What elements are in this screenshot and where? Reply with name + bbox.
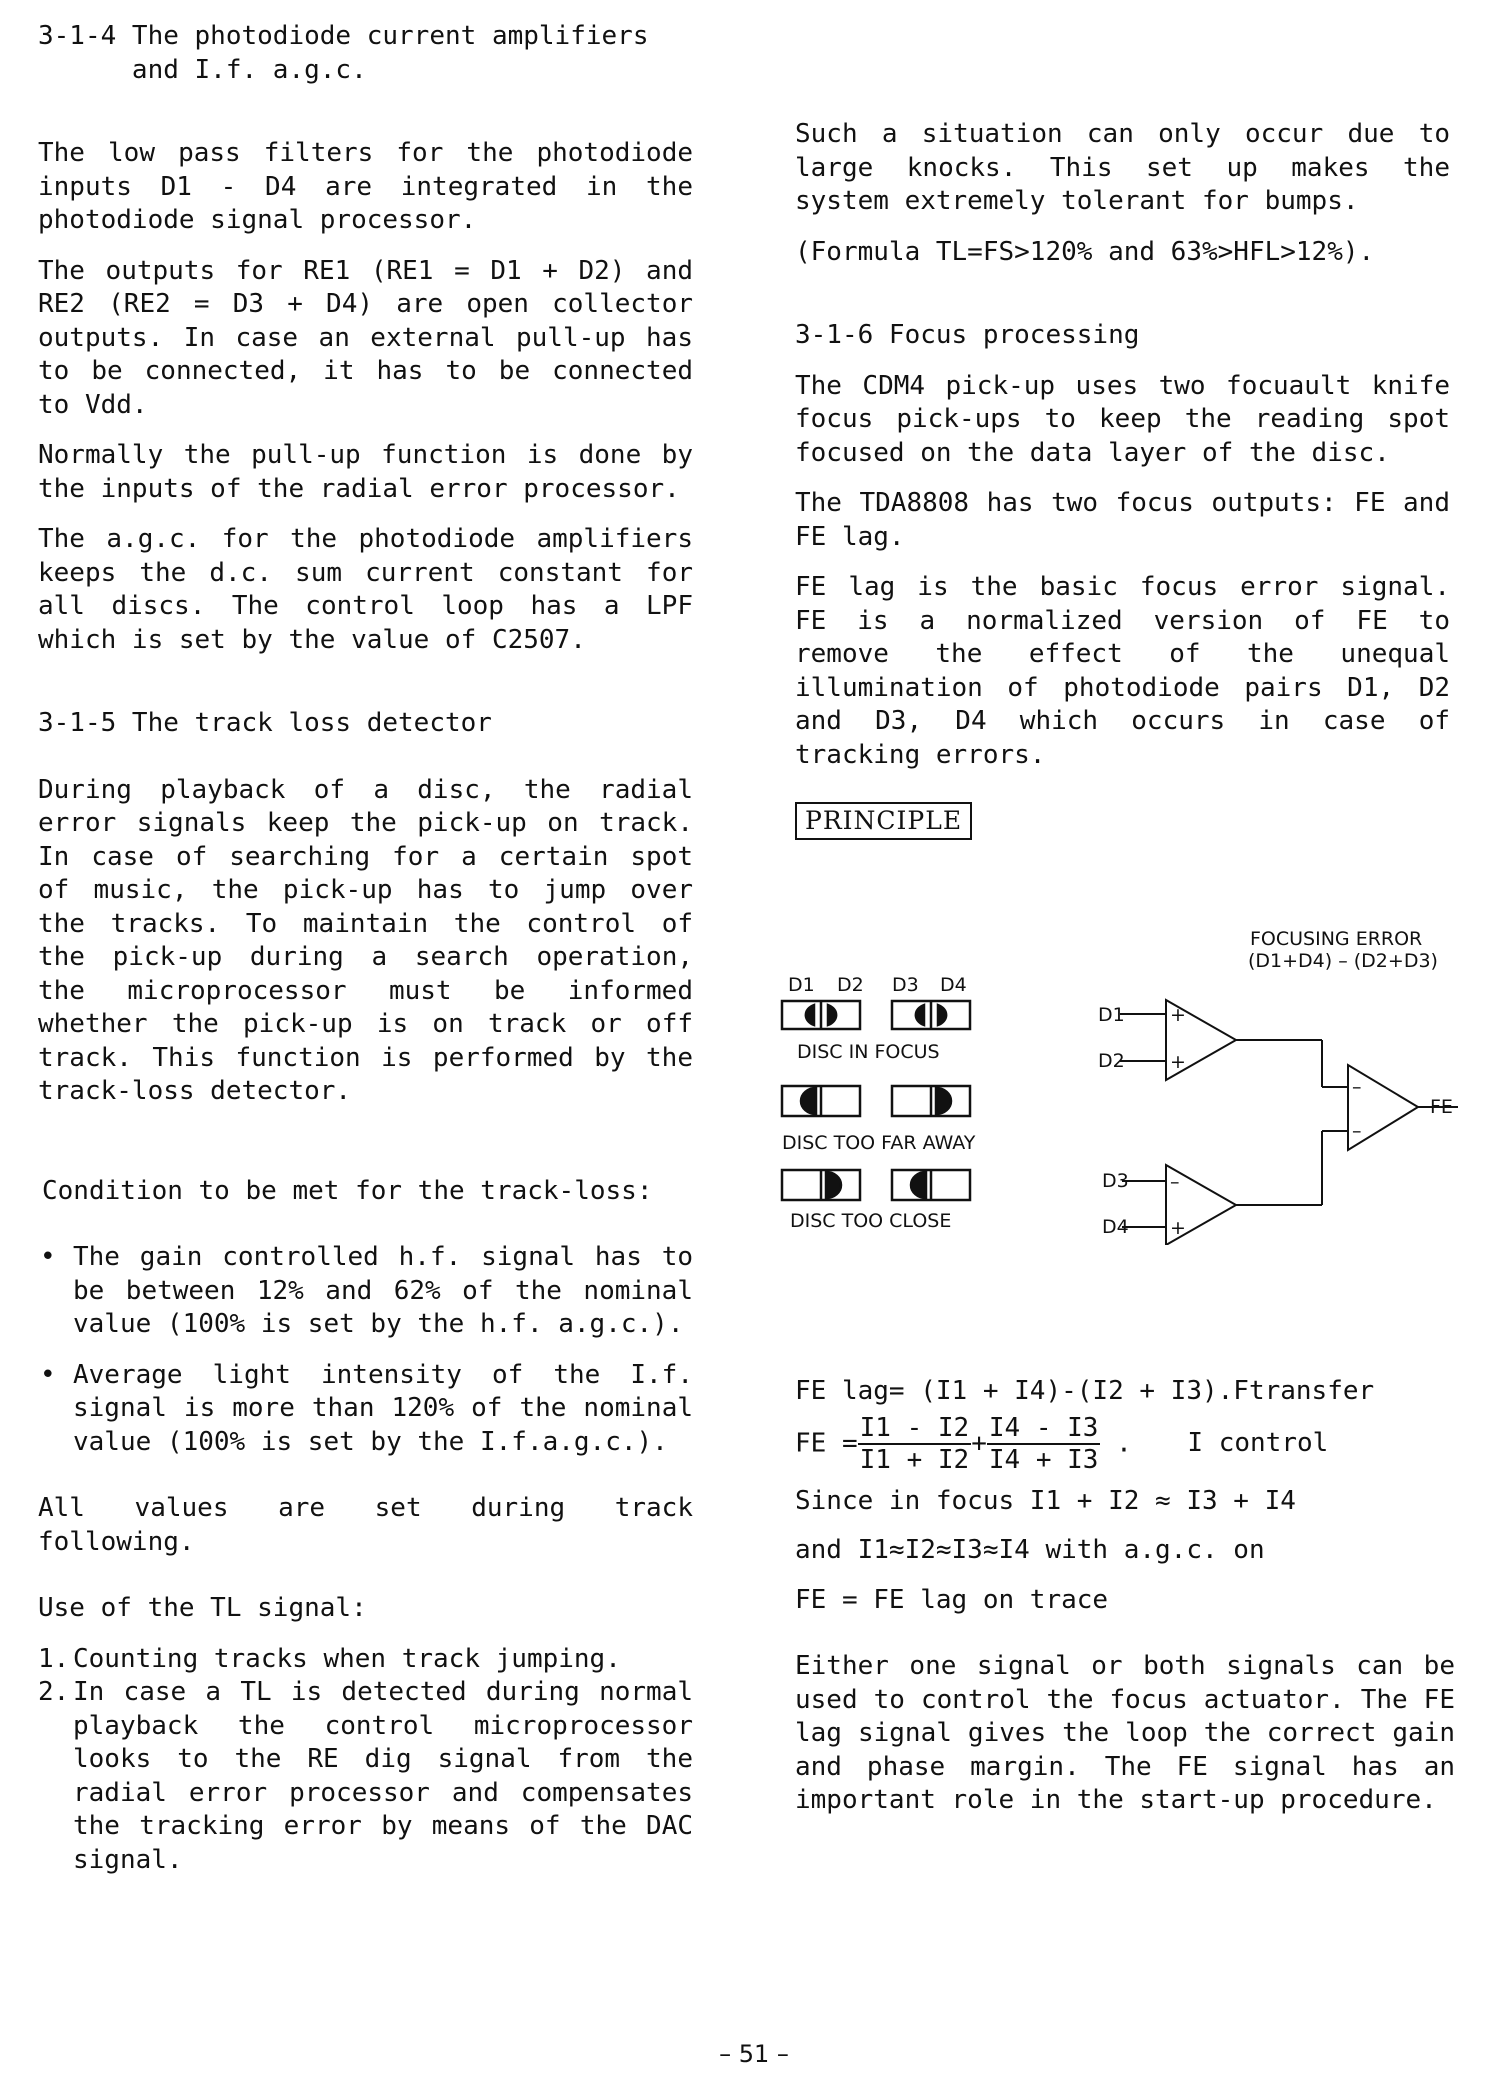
paragraph-low-pass-filters: The low pass filters for the photodiode inputs D1 - D4 are integrated in the photodiode signal processor. bbox=[38, 138, 693, 235]
label-disc-in-focus: DISC IN FOCUS bbox=[797, 1041, 940, 1063]
focusing-error-title: FOCUSING ERROR bbox=[1250, 928, 1423, 950]
amp1-plus-sign: + bbox=[1170, 1004, 1186, 1026]
paragraph-fe-lag: FE lag is the basic focus error signal. FE is a normalized version of FE to remove the effect of the unequal illumination of photodiode pairs D1, D2 and D3, D4 which occurs in case of tracking errors. bbox=[795, 572, 1450, 770]
amp-input-d4: D4 bbox=[1102, 1216, 1129, 1238]
focus-principle-diagram bbox=[770, 925, 1470, 1245]
bullet-text: Average light intensity of the I.f. signal is more than 120% of the nominal value (100% is set by the I.f.a.g.c.). bbox=[73, 1359, 693, 1457]
numbered-text: In case a TL is detected during normal playback the control microprocessor looks to the RE dig signal from the radial error processor and compensates the tracking error by means of the DAC signal. bbox=[73, 1677, 693, 1875]
principle-label-wrap bbox=[795, 802, 1450, 840]
photodiode-pair-in-focus bbox=[782, 1001, 970, 1029]
photodiode-label-d4: D4 bbox=[940, 974, 967, 996]
principle-label: PRINCIPLE bbox=[795, 802, 972, 840]
number-marker: 2. bbox=[38, 1677, 70, 1707]
equation-fe-lag: FE lag= (I1 + I4)-(I2 + I3).Ftransfer bbox=[795, 1376, 1375, 1406]
fraction-2-denominator: I4 + I3 bbox=[988, 1444, 1099, 1475]
fraction-1-numerator: I1 - I2 bbox=[859, 1412, 970, 1443]
amp3-minus-sign: – bbox=[1352, 1120, 1362, 1142]
bullet-text: The gain controlled h.f. signal has to be between 12% and 62% of the nominal value (100% is set by the h.f. a.g.c.). bbox=[73, 1242, 693, 1339]
fraction-2 bbox=[987, 1413, 1101, 1475]
paragraph-playback: During playback of a disc, the radial error signals keep the pick-up on track. In case of searching for a certain spot of music, the pick-up has to jump over the tracks. To maintain the control of the pick-up during a search operation, the microprocessor must be informed whether the pick-up is on track or off track. This function is performed by the track-loss detector. bbox=[38, 774, 693, 1106]
number-marker: 1. bbox=[38, 1643, 70, 1674]
fraction-1 bbox=[858, 1413, 972, 1475]
condition-heading: Condition to be met for the track-loss: bbox=[42, 1175, 653, 1206]
fraction-2-numerator: I4 - I3 bbox=[988, 1412, 1099, 1443]
focusing-error-formula: (D1+D4) – (D2+D3) bbox=[1248, 950, 1438, 972]
amp-input-d3: D3 bbox=[1102, 1170, 1129, 1192]
photodiode-label-d1: D1 bbox=[788, 974, 815, 996]
bullet-marker: • bbox=[40, 1242, 56, 1272]
page-number: – 51 – bbox=[719, 2040, 789, 2068]
equation-fe-on-trace: FE = FE lag on trace bbox=[795, 1584, 1109, 1615]
amplifier-network bbox=[1120, 1000, 1458, 1245]
equation-plus: + bbox=[971, 1428, 987, 1458]
photodiode-pair-too-far bbox=[782, 1086, 970, 1116]
paragraph-outputs-re: The outputs for RE1 (RE1 = D1 + D2) and RE2 (RE2 = D3 + D4) are open collector outputs. In case an external pull-up has to be connected, it has to be connected to Vdd. bbox=[38, 255, 693, 420]
amp2-minus-sign: – bbox=[1170, 1171, 1180, 1193]
equation-agc-on: and I1≈I2≈I3≈I4 with a.g.c. on bbox=[795, 1535, 1265, 1565]
paragraph-agc: The a.g.c. for the photodiode amplifiers keeps the d.c. sum current constant for all discs. The control loop has a LPF which is set by the value of C2507. bbox=[38, 524, 693, 655]
bullet-item-light bbox=[38, 1359, 693, 1460]
bullet-marker: • bbox=[40, 1359, 56, 1390]
numbered-item-1 bbox=[38, 1643, 693, 1677]
section-3-1-4-title: 3-1-4 The photodiode current amplifiers and I.f. a.g.c. bbox=[38, 21, 649, 85]
equation-fe-rhs: I control bbox=[1187, 1428, 1329, 1458]
paragraph-situation: Such a situation can only occur due to large knocks. This set up makes the system extremely tolerant for bumps. bbox=[795, 119, 1450, 216]
bullet-item-gain bbox=[38, 1241, 693, 1342]
amp-output-fe: FE bbox=[1430, 1096, 1453, 1118]
section-3-1-6-title: 3-1-6 Focus processing bbox=[795, 320, 1140, 350]
amp3-minus-sign: – bbox=[1352, 1076, 1362, 1098]
paragraph-all-values: All values are set during track following. bbox=[38, 1493, 693, 1557]
numbered-item-2 bbox=[38, 1676, 693, 1877]
equation-since-in-focus: Since in focus I1 + I2 ≈ I3 + I4 bbox=[795, 1485, 1296, 1516]
amp1-plus-sign: + bbox=[1170, 1051, 1186, 1073]
left-column bbox=[38, 20, 693, 1877]
paragraph-pull-up: Normally the pull-up function is done by the inputs of the radial error processor. bbox=[38, 440, 693, 504]
numbered-text: Counting tracks when track jumping. bbox=[73, 1643, 621, 1674]
label-disc-too-far: DISC TOO FAR AWAY bbox=[782, 1132, 976, 1154]
amp-input-d1: D1 bbox=[1098, 1004, 1125, 1026]
amp2-plus-sign: + bbox=[1170, 1217, 1186, 1239]
right-column bbox=[795, 118, 1450, 840]
equation-fe-lhs: FE = bbox=[795, 1428, 858, 1458]
fraction-1-denominator: I1 + I2 bbox=[859, 1444, 970, 1475]
equations-block bbox=[795, 1375, 1455, 1818]
photodiode-label-d2: D2 bbox=[837, 974, 864, 996]
section-3-1-5-title: 3-1-5 The track loss detector bbox=[38, 708, 492, 738]
photodiode-label-d3: D3 bbox=[892, 974, 919, 996]
paragraph-cdm4: The CDM4 pick-up uses two focuault knife focus pick-ups to keep the reading spot focused on the data layer of the disc. bbox=[795, 370, 1450, 468]
paragraph-either-signal: Either one signal or both signals can be used to control the focus actuator. The FE lag signal gives the loop the correct gain and phase margin. The FE signal has an important role in the start-up procedure. bbox=[795, 1651, 1455, 1815]
photodiode-pair-too-close bbox=[782, 1170, 970, 1200]
use-tl-heading: Use of the TL signal: bbox=[38, 1593, 367, 1623]
equation-fe bbox=[795, 1413, 1455, 1475]
label-disc-too-close: DISC TOO CLOSE bbox=[790, 1210, 952, 1232]
amp-input-d2: D2 bbox=[1098, 1050, 1125, 1072]
paragraph-tda8808: The TDA8808 has two focus outputs: FE and FE lag. bbox=[795, 488, 1450, 552]
formula-tl: (Formula TL=FS>120% and 63%>HFL>12%). bbox=[795, 236, 1375, 267]
equation-dot: . bbox=[1116, 1428, 1132, 1458]
